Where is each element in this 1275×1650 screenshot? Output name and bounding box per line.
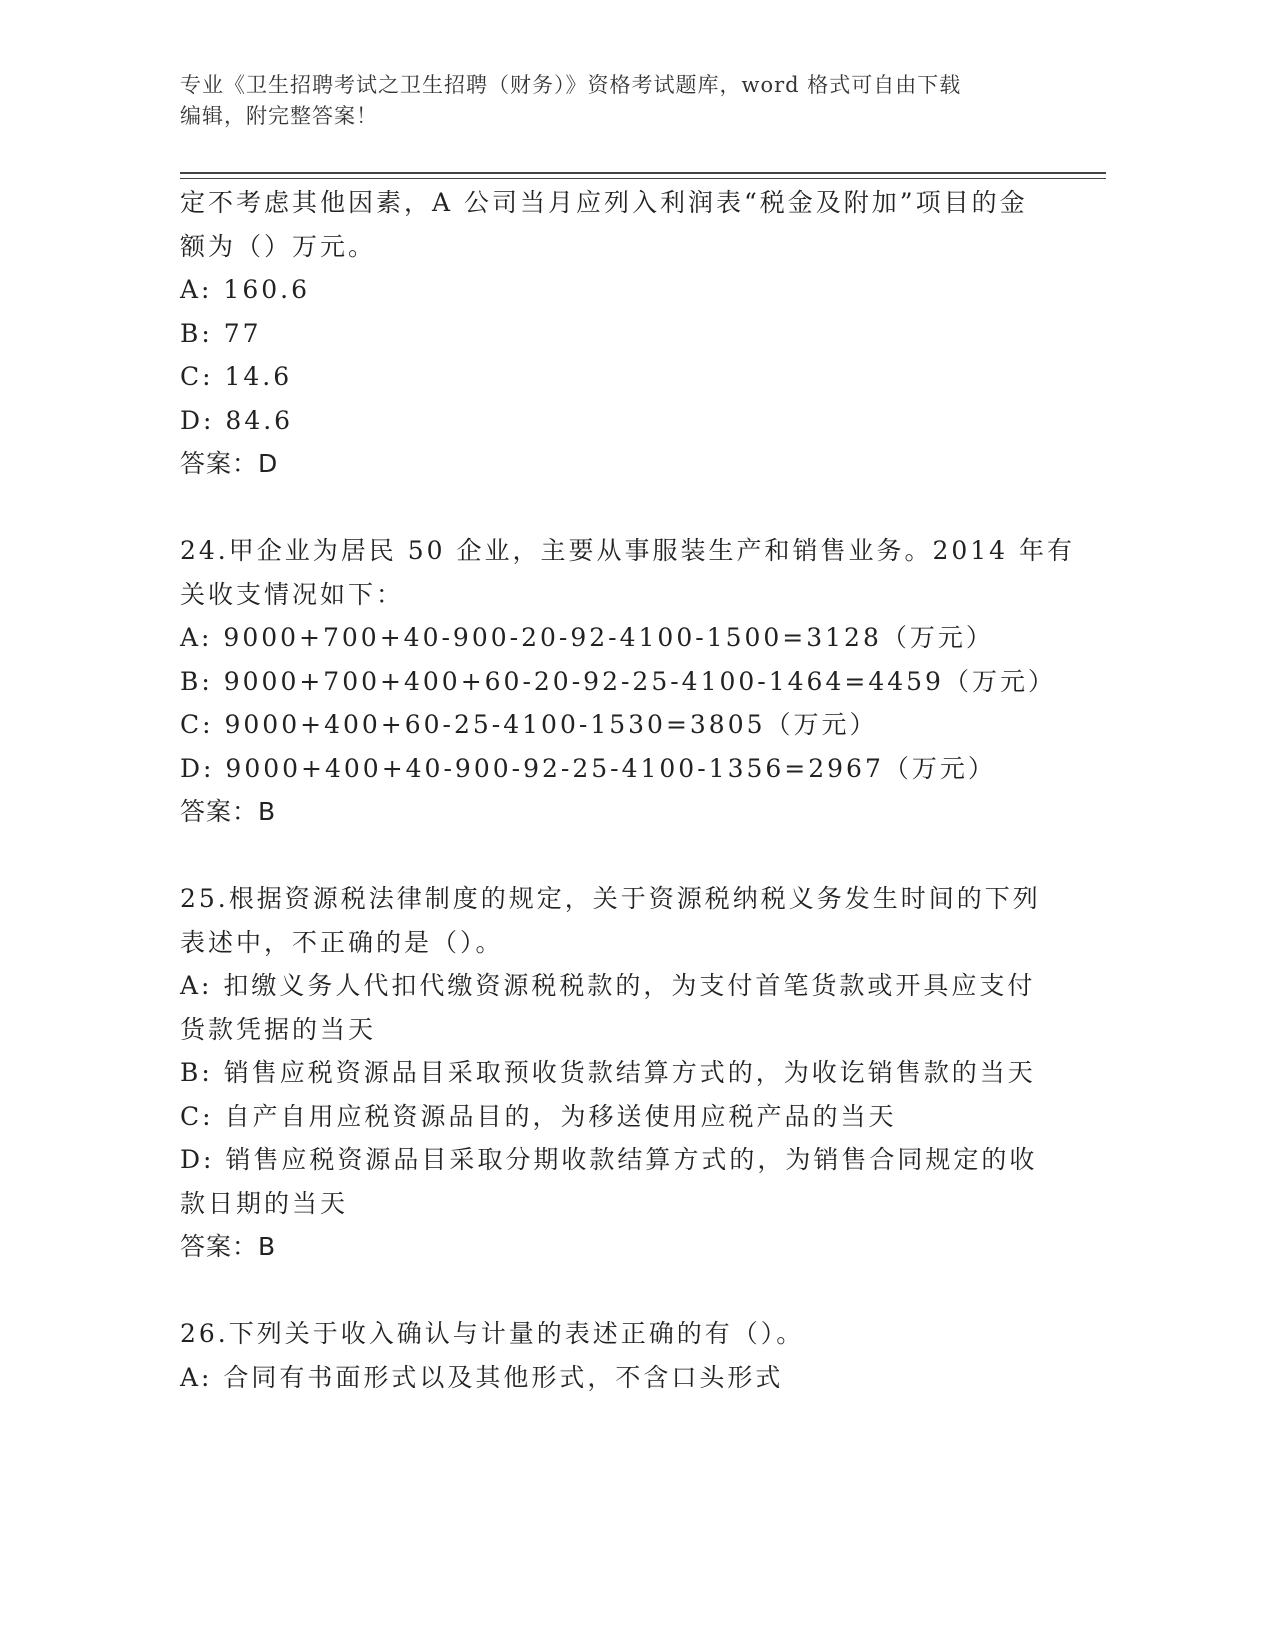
spacer <box>180 834 1060 878</box>
question-26 <box>180 1312 1060 1399</box>
question-stem-line: 额为（）万元。 <box>180 231 377 261</box>
option-b: B: 销售应税资源品目采取预收货款结算方式的，为收讫销售款的当天 <box>180 1058 1036 1087</box>
question-24 <box>180 529 1076 834</box>
option-a-continued: 货款凭据的当天 <box>180 1014 377 1044</box>
option-c: C: 14.6 <box>180 362 293 391</box>
spacer <box>180 1269 1060 1313</box>
question-23 <box>180 181 1060 486</box>
option-b: B: 77 <box>180 318 262 348</box>
option-a: A: 扣缴义务人代扣代缴资源税税款的，为支付首笔货款或开具应支付 <box>180 971 1036 1000</box>
spacer <box>180 486 1060 530</box>
option-a: A: 合同有书面形式以及其他形式，不含口头形式 <box>180 1362 784 1392</box>
option-a: A: 9000+700+40-900-20-92-4100-1500=3128（万元） <box>180 623 994 652</box>
answer-line: 答案：D <box>180 449 279 478</box>
option-b: B: 9000+700+400+60-20-92-25-4100-1464=4459（万元） <box>180 666 1056 696</box>
question-stem-line: 关收支情况如下： <box>180 579 405 609</box>
option-d: D: 9000+400+40-900-92-25-4100-1356=2967（万元） <box>180 753 996 783</box>
answer-line: 答案：B <box>180 797 277 826</box>
option-d: D: 销售应税资源品目采取分期收款结算方式的，为销售合同规定的收 <box>180 1145 1038 1174</box>
option-d: D: 84.6 <box>180 405 294 435</box>
page-header <box>180 70 1070 132</box>
question-stem-line: 24.甲企业为居民 50 企业，主要从事服装生产和销售业务。2014 年有 <box>180 536 1076 565</box>
option-a: A: 160.6 <box>180 275 310 304</box>
question-stem-line: 26.下列关于收入确认与计量的表述正确的有（）。 <box>180 1319 805 1348</box>
question-stem-line: 表述中，不正确的是（）。 <box>180 927 504 957</box>
question-stem-line: 定不考虑其他因素，A 公司当月应列入利润表“税金及附加”项目的金 <box>180 188 1028 217</box>
question-stem-line: 25.根据资源税法律制度的规定，关于资源税纳税义务发生时间的下列 <box>180 884 1041 913</box>
option-d-continued: 款日期的当天 <box>180 1188 349 1218</box>
header-line-1: 专业《卫生招聘考试之卫生招聘（财务）》资格考试题库，word 格式可自由下载 <box>180 73 962 97</box>
header-divider-thin <box>180 178 1106 179</box>
option-c: C: 自产自用应税资源品目的，为移送使用应税产品的当天 <box>180 1101 897 1131</box>
header-divider-thick <box>180 172 1106 174</box>
question-25 <box>180 877 1060 1269</box>
question-content <box>180 181 1076 1399</box>
answer-line: 答案：B <box>180 1232 277 1261</box>
option-c: C: 9000+400+60-25-4100-1530=3805（万元） <box>180 710 878 739</box>
header-line-2: 编辑，附完整答案！ <box>180 104 378 128</box>
